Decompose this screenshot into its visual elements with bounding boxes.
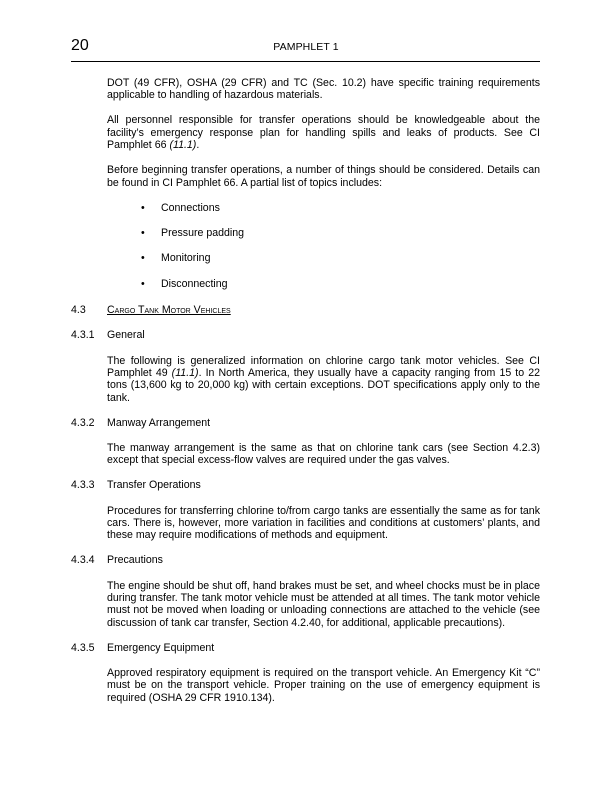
section-title: Manway Arrangement — [107, 416, 211, 429]
list-item-label: Monitoring — [161, 252, 211, 265]
paragraph-text: The following is generalized information on chlorine cargo tank motor vehicles. See CI Pamphlet 49 — [107, 354, 540, 379]
section-heading-4-3-2 — [71, 417, 540, 429]
emergency-equipment-paragraph: Approved respiratory equipment is required on the transport vehicle. An Emergency Kit “C” must be on the transport vehicle. Proper training on the use of emergency equipment is required (OSHA 29 CFR 1910.134). — [107, 667, 540, 704]
list-item-label: Connections — [161, 201, 220, 214]
transfer-operations-paragraph: Procedures for transferring chlorine to/from cargo tanks are essentially the same as for tank cars. There is, however, more variation in facilities and conditions at customers’ plants, and these may require modifications of methods and equipment. — [107, 504, 540, 542]
running-header-title: PAMPHLET 1 — [273, 41, 339, 53]
manway-paragraph: The manway arrangement is the same as that on chlorine tank cars (see Section 4.2.3) except that special excess-flow valves are required under the gas valves. — [107, 442, 540, 467]
list-item — [107, 278, 540, 303]
paragraph-text-continued: . In North America, they usually have a capacity ranging from 15 to 22 tons (13,600 kg to 20,000 kg) with certain exceptions. DOT specifications apply only to the tank. — [107, 367, 540, 404]
section-number: 4.3.1 — [71, 329, 95, 342]
section-heading-4-3-1 — [71, 329, 540, 341]
section-number: 4.3.4 — [71, 554, 95, 567]
section-heading-4-3-3 — [71, 479, 540, 491]
paragraph-end: . — [196, 139, 200, 152]
topics-list — [107, 202, 540, 304]
section-heading-4-3 — [71, 304, 540, 316]
section-title: Emergency Equipment — [107, 641, 215, 654]
page-number: 20 — [71, 37, 89, 54]
bullet-icon: • — [141, 277, 145, 290]
list-item-label: Pressure padding — [161, 227, 245, 240]
section-number: 4.3.2 — [71, 416, 95, 429]
list-item — [107, 227, 540, 252]
section-title: Cargo Tank Motor Vehicles — [107, 304, 231, 317]
training-paragraph: DOT (49 CFR), OSHA (29 CFR) and TC (Sec. 10.2) have specific training requirements applicable to handling of hazardous materials. — [107, 77, 540, 102]
list-item-label: Disconnecting — [161, 277, 228, 290]
section-number: 4.3.3 — [71, 479, 95, 492]
bullet-icon: • — [141, 227, 145, 240]
section-number: 4.3 — [71, 304, 86, 317]
general-paragraph — [107, 355, 540, 405]
header-rule — [71, 61, 540, 62]
paragraph-text: All personnel responsible for transfer operations should be knowledgeable about the facility’s emergency response plan for handling spills and leaks of products. See CI Pamphlet 66 — [107, 114, 540, 152]
section-heading-4-3-4 — [71, 554, 540, 566]
reference-citation: (11.1) — [169, 139, 197, 152]
precautions-paragraph: The engine should be shut off, hand brakes must be set, and wheel chocks must be in place during transfer. The tank motor vehicle must be attended at all times. The tank motor vehicle must not be moved when loading or unloading connections are attached to the vehicle (see discussion of tank car transfer, Section 4.2.40, for additional, applicable precautions). — [107, 579, 540, 629]
emergency-plan-paragraph — [107, 114, 540, 151]
list-item — [107, 252, 540, 277]
list-item — [107, 202, 540, 227]
page-body — [71, 77, 540, 717]
bullet-icon: • — [141, 252, 145, 265]
before-transfer-paragraph: Before beginning transfer operations, a number of things should be considered. Details can be found in CI Pamphlet 66. A partial list of topics includes: — [107, 164, 540, 189]
section-title: Transfer Operations — [107, 479, 201, 492]
section-title: General — [107, 329, 145, 342]
section-heading-4-3-5 — [71, 642, 540, 654]
section-number: 4.3.5 — [71, 641, 95, 654]
section-title: Precautions — [107, 554, 163, 567]
reference-citation: (11.1) — [171, 367, 199, 379]
bullet-icon: • — [141, 201, 145, 214]
